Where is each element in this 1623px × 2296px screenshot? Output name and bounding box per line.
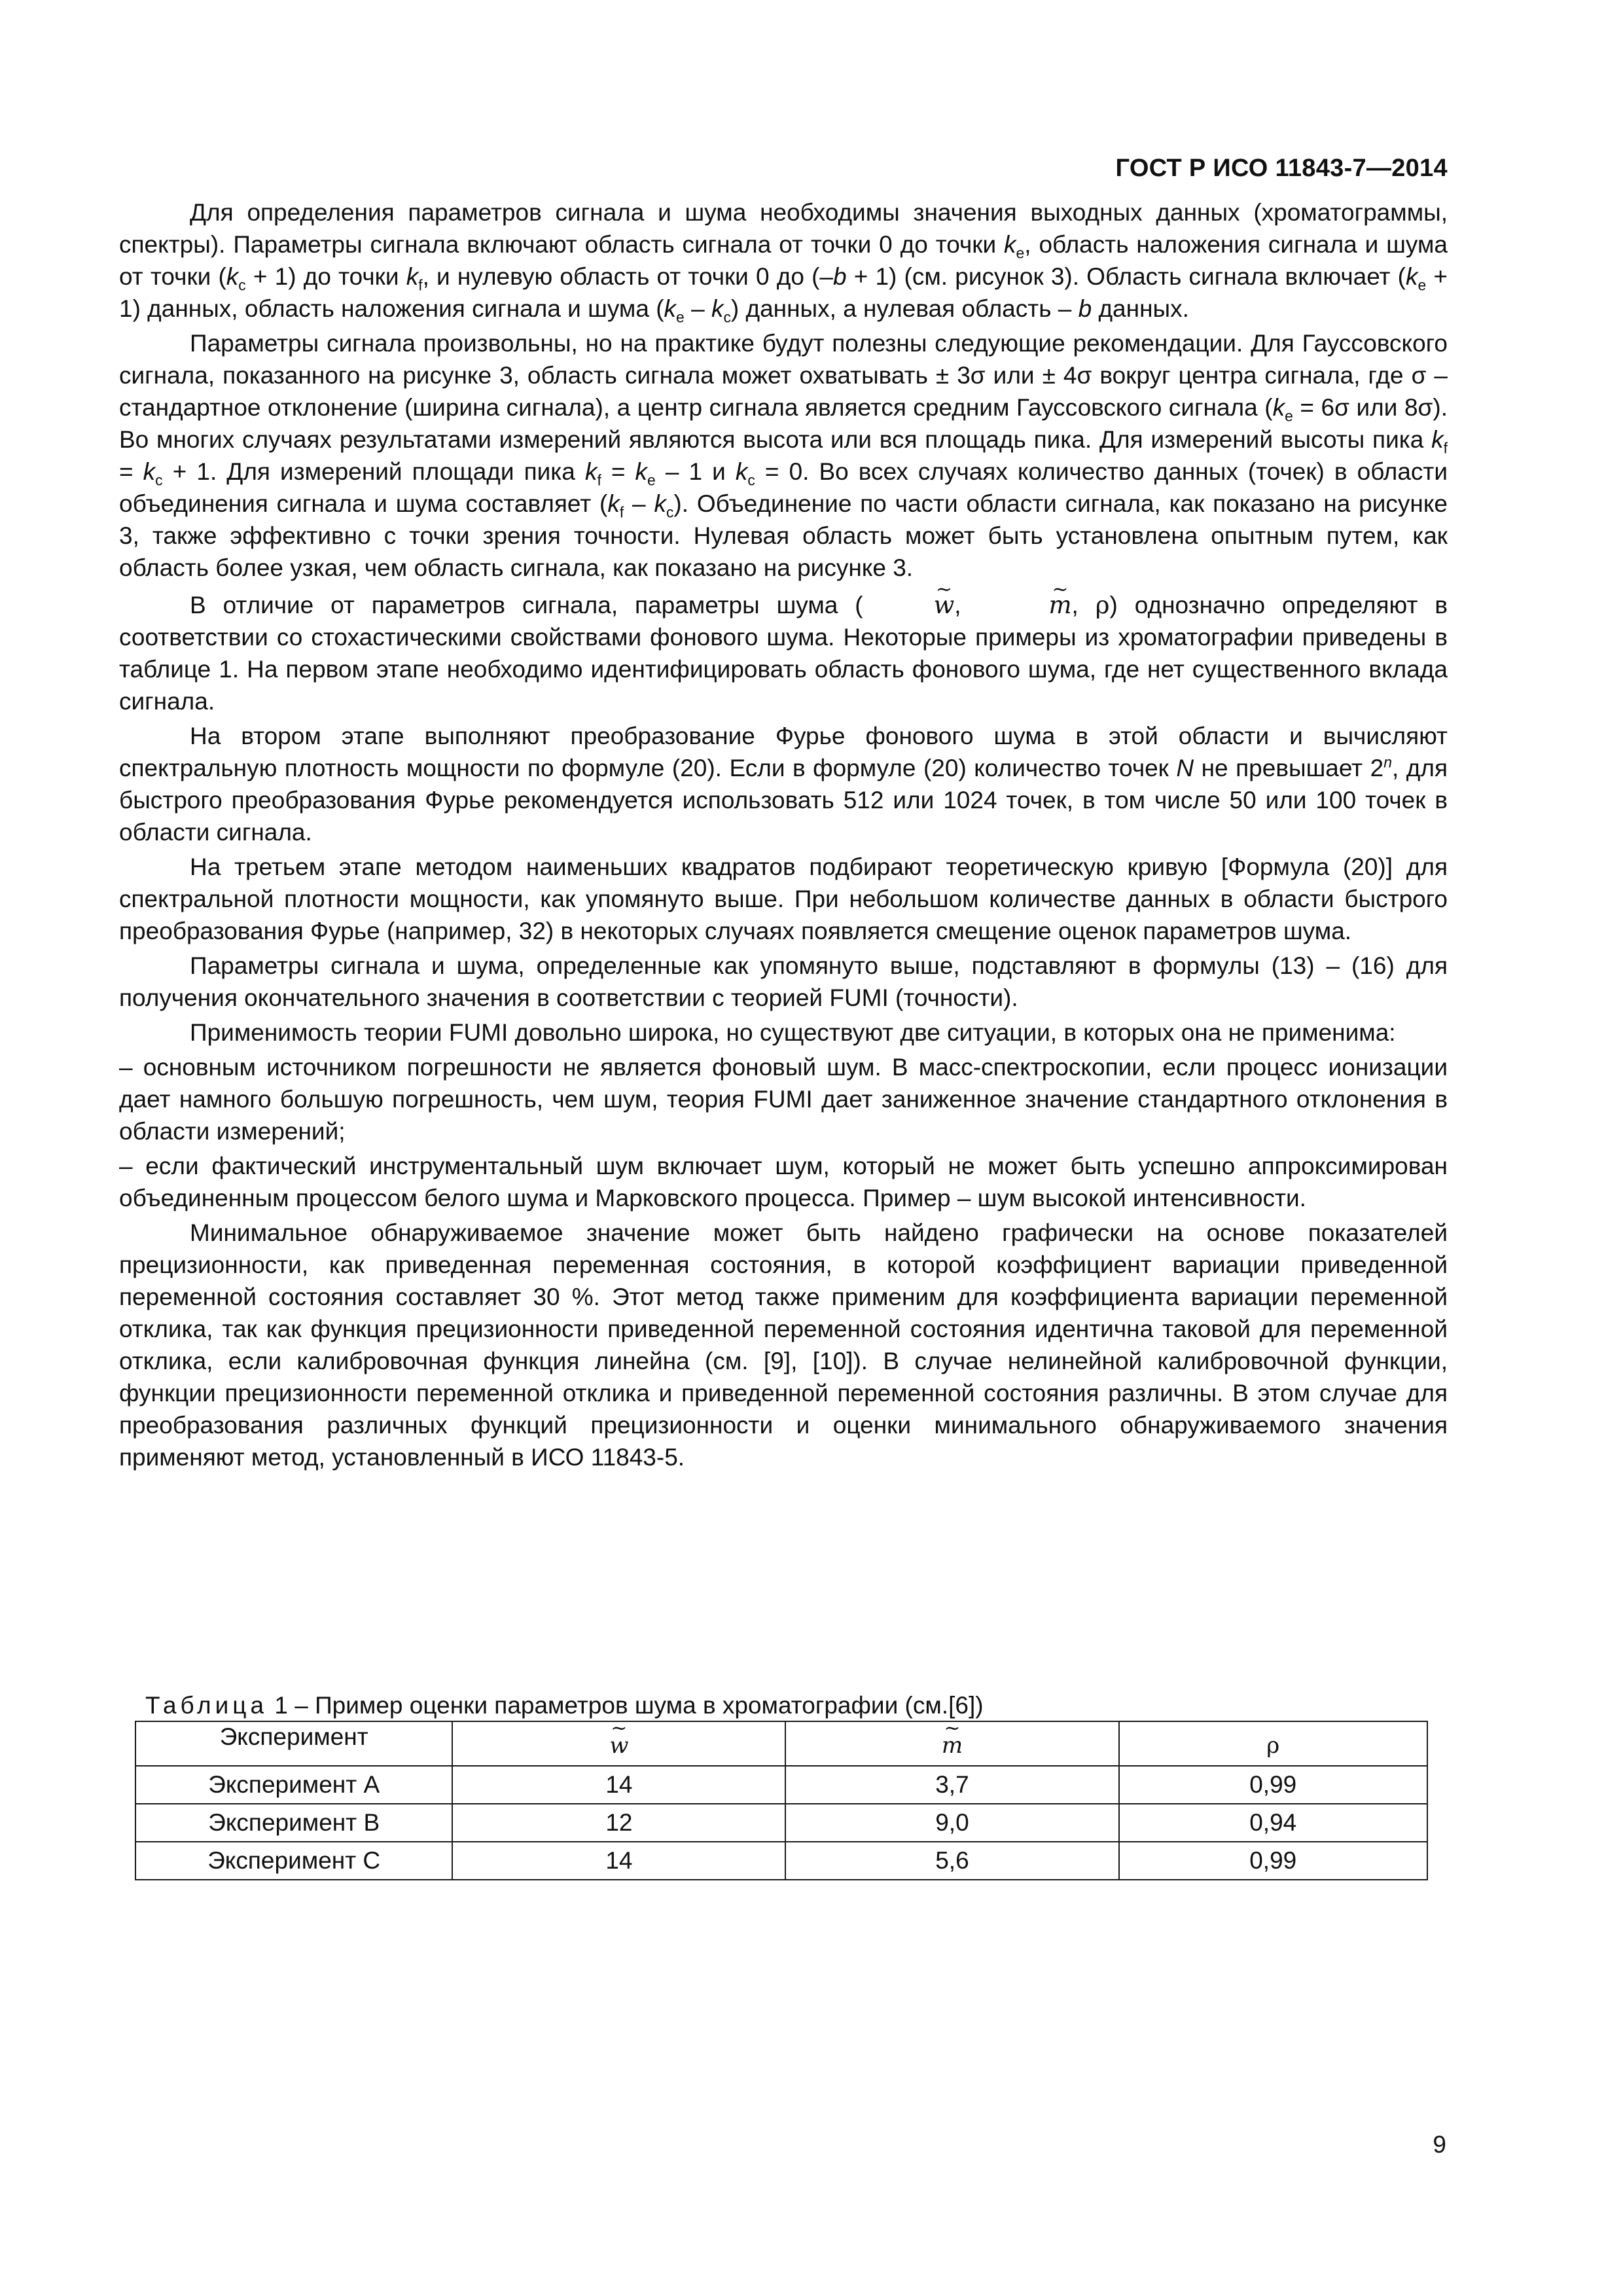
table-row [135, 1804, 1427, 1842]
cell-rho: 0,94 [1119, 1804, 1428, 1842]
cell-m: 3,7 [785, 1766, 1118, 1804]
header-rho: ρ [1119, 1721, 1428, 1766]
cell-w: 14 [452, 1766, 785, 1804]
paragraph-noise-parameters: В отличие от параметров сигнала, параметры шума (~ w, ~ m, ρ) однозначно определяют в соответствии со стохастическими свойствами фонового шума. Некоторые примеры из хроматографии приведены в таблице 1. На первом этапе необходимо идентифицировать область фонового шума, где нет существенного вклада сигнала. [119, 589, 1448, 717]
table-caption: Таблица 1 – Пример оценки параметров шума в хроматографии (см.[6]) [145, 1692, 984, 1719]
list-item-instrumental-noise: – если фактический инструментальный шум включает шум, который не может быть успешно аппроксимирован объединенным процессом белого шума и Марковского процесса. Пример – шум высокой интенсивности. [119, 1153, 1448, 1211]
page-number: 9 [1433, 2131, 1446, 2158]
body-text [119, 196, 1448, 1476]
noise-parameters-table [135, 1721, 1428, 1880]
paragraph-fumi-applicability: Применимость теории FUMI довольно широка, но существуют две ситуации, в которых она не применима: [190, 1019, 1396, 1046]
table-row [135, 1766, 1427, 1804]
header-w: ~ w [452, 1721, 785, 1766]
cell-experiment: Эксперимент C [135, 1842, 452, 1880]
paragraph-minimum-detectable-value: Минимальное обнаруживаемое значение может быть найдено графически на основе показателей прецизионности, как приведенная переменная состояния, в которой коэффициент вариации приведенной переменной состояния составляет 30 %. Этот метод также применим для коэффициента вариации переменной отклика, так как функция прецизионности приведенной переменной состояния идентична таковой для переменной отклика, если калибровочная функция линейна (см. [9], [10]). В случае нелинейной калибровочной функции, функции прецизионности переменной отклика и приведенной переменной состояния различны. В этом случае для преобразования различных функций прецизионности и оценки минимального обнаруживаемого значения применяют метод, установленный в ИСО 11843-5. [119, 1219, 1448, 1471]
list-item-mass-spectroscopy: – основным источником погрешности не является фоновый шум. В масс-спектроскопии, если процесс ионизации дает намного большую погрешность, чем шум, теория FUMI дает заниженное значение стандартного отклонения в области измерений; [119, 1054, 1448, 1145]
paragraph-fourier-step: На втором этапе выполняют преобразование Фурье фонового шума в этой области и вычисляют спектральную плотность мощности по формуле (20). Если в формуле (20) количество точек N не превышает 2$^n$, для быстрого преобразования Фурье рекомендуется использовать 512 или 1024 точек, в том числе 50 или 100 точек в области сигнала. [119, 723, 1448, 846]
cell-rho: 0,99 [1119, 1842, 1428, 1880]
noise-param-w-symbol: ~ w [863, 589, 955, 621]
document-standard-header: ГОСТ Р ИСО 11843-7—2014 [1115, 154, 1448, 182]
cell-w: 12 [452, 1804, 785, 1842]
cell-experiment: Эксперимент A [135, 1766, 452, 1804]
cell-rho: 0,99 [1119, 1766, 1428, 1804]
cell-experiment: Эксперимент B [135, 1804, 452, 1842]
noise-param-m-symbol: ~ m [978, 589, 1071, 621]
paragraph-signal-parameters: Для определения параметров сигнала и шума необходимы значения выходных данных (хроматограммы, спектры). Параметры сигнала включают область сигнала от точки 0 до точки $k_e$, область наложения сигнала и шума от точки $(k_c + 1)$ до точки $k_f$, и нулевую область от точки 0 до (–b + 1) (см. рисунок 3). Область сигнала включает $(k_e + 1)$ данных, область наложения сигнала и шума $(k_e - k_c)$ данных, а нулевая область – b данных. [119, 199, 1448, 326]
table-row [135, 1842, 1427, 1880]
table-header-row [135, 1721, 1427, 1766]
cell-m: 5,6 [785, 1842, 1118, 1880]
paragraph-fumi-substitution: Параметры сигнала и шума, определенные как упомянуто выше, подставляют в формулы (13) – (16) для получения окончательного значения в соответствии с теорией FUMI (точности). [119, 952, 1448, 1011]
paragraph-signal-recommendations: Параметры сигнала произвольны, но на практике будут полезны следующие рекомендации. Для Гауссовского сигнала, показанного на рисунке 3, область сигнала может охватывать ± 3σ или ± 4σ вокруг центра сигнала, где σ – стандартное отклонение (ширина сигнала), а центр сигнала является средним Гауссовского сигнала ($k_e = 6\sigma$ или 8σ). Во многих случаях результатами измерений являются высота или вся площадь пика. Для измерений высоты пика $k_f = k_c + 1$. Для измерений площади пика $k_f = k_e - 1$ и $k_c = 0$. Во всех случаях количество данных (точек) в области объединения сигнала и шума составляет $(k_f - k_c)$. Объединение по части области сигнала, как показано на рисунке 3, также эффективно с точки зрения точности. Нулевая область может быть установлена опытным путем, как область более узкая, чем область сигнала, как показано на рисунке 3. [119, 330, 1448, 581]
header-experiment: Эксперимент [135, 1721, 452, 1766]
cell-w: 14 [452, 1842, 785, 1880]
cell-m: 9,0 [785, 1804, 1118, 1842]
paragraph-least-squares-step: На третьем этапе методом наименьших квадратов подбирают теоретическую кривую [Формула (20)] для спектральной плотности мощности, как упомянуто выше. При небольшом количестве данных в области быстрого преобразования Фурье (например, 32) в некоторых случаях появляется смещение оценок параметров шума. [119, 853, 1448, 944]
header-m: ~ m [785, 1721, 1118, 1766]
noise-param-rho-symbol: ρ [1095, 591, 1110, 619]
